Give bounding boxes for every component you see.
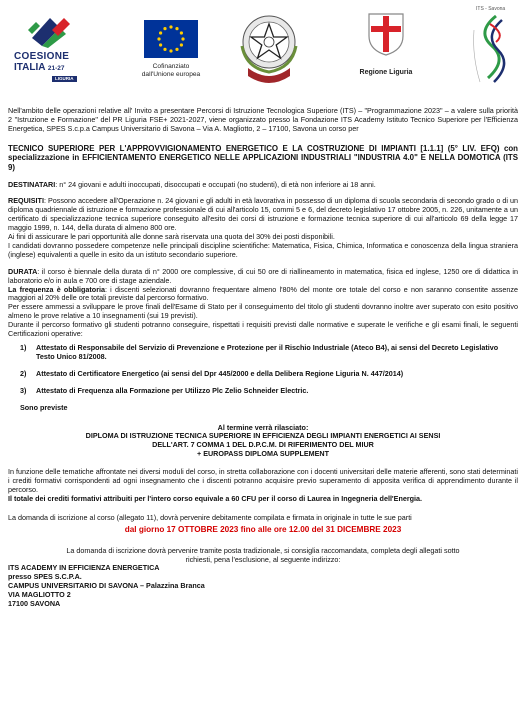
destinatari-label: DESTINATARI: [8, 179, 56, 189]
its-swirl-icon: [466, 12, 520, 86]
diploma-line3: + EUROPASS DIPLOMA SUPPLEMENT: [197, 449, 329, 459]
rilascio-heading: Al termine verrà rilasciato:: [217, 422, 309, 432]
list-item: [8, 387, 518, 396]
course-title: TECNICO SUPERIORE PER L'APPROVVIGIONAMENTO ENERGETICO E LA COSTRUZIONE DI IMPIANTI [1.1.1] (5° LIV. EFQ) con specializzazione in EFFICIENTAMENTO ENERGETICO NELLE APPLICAZIONI INDUSTRIALI "INDUSTRIA 4.0" E NELLA DOMOTICA (ITS 9): [8, 143, 518, 172]
postal-line1: La domanda di iscrizione dovrà pervenire tramite posta tradizionale, si consiglia raccomandata, completa degli allegati sotto: [66, 545, 460, 555]
domanda-paragraph: La domanda di iscrizione al corso (allegato 11), dovrà pervenire debitamente compilata e firmata in originale in tutte le sue parti: [8, 512, 412, 522]
certificazioni-intro: Durante il percorso formativo gli studenti potranno conseguire, rispettati i requisiti previsti dalle normative e superate le verifiche e gli esami finali, le seguenti Certificazioni operative:: [8, 320, 518, 339]
application-dates: dal giorno 17 OTTOBRE 2023 fino alle ore 12.00 del 31 DICEMBRE 2023: [124, 524, 402, 534]
liguria-shield-icon: [367, 12, 405, 56]
coesione-line1: COESIONE: [14, 50, 70, 62]
its-top-text: ITS - Savona: [476, 6, 506, 12]
eu-caption-line1: Cofinanziato: [152, 62, 190, 70]
eu-flag-icon: [144, 20, 198, 58]
logo-bar: [0, 0, 526, 96]
address-line: presso SPES S.C.P.A.: [8, 572, 82, 582]
list-item: [8, 344, 518, 362]
address-line: 17100 SAVONA: [8, 599, 61, 609]
durata-paragraph: [8, 268, 518, 286]
esame-paragraph: Per essere ammessi a sviluppare le prove finali dell'Esame di Stato per il conseguimento del titolo gli studenti dovranno inoltre aver superato con esito positivo almeno le prove relative a 10 insegnamenti (sui 19 previsti).: [8, 302, 518, 321]
diploma-line2: DELL'ART. 7 COMMA 1 DEL D.P.C.M. DI RIFERIMENTO DEL MIUR: [152, 440, 374, 450]
liguria-caption: Regione Liguria: [359, 68, 413, 76]
address-block: [8, 564, 518, 609]
address-line: ITS ACADEMY IN EFFICIENZA ENERGETICA: [8, 563, 160, 573]
destinatari-paragraph: [8, 181, 518, 190]
italian-republic-emblem-icon: [232, 6, 306, 86]
intro-paragraph: Nell'ambito delle operazioni relative all' Invito a presentare Percorsi di Istruzione Tecnologica Superiore (ITS) – "Programmazione 2023" – a valere sulla priorità 2 "Istruzione e Formazione" del PR Liguria FSE+ 2021-2027, viene organizzato presso la Fondazione ITS Academy Istituto Tecnico Superiore per l'Efficienza Energetica, SPES S.c.p.a Campus Universitario di Savona – Via A. Magliotto, 2 – 17100, Savona un corso per: [8, 106, 518, 133]
postal-line2: richiesti, pena l'esclusione, al seguente indirizzo:: [185, 554, 341, 564]
durata-label: DURATA: [8, 266, 38, 276]
coesione-line2: ITALIA: [14, 61, 46, 73]
competenze: I candidati dovranno possedere competenze nelle principali discipline scientifiche: Matematica, Fisica, Chimica, Informatica e conoscenza della lingua straniera (inglese) equivalenti a quelle in esito da un istituto secondario superiore.: [8, 240, 518, 259]
requisiti-text: : Possono accedere all'Operazione n. 24 giovani e gli adulti in età lavorativa in possesso di un diploma di scuola secondaria di secondo grado o di un diploma quadriennale di istruzione e formazione professionale di cui all'articolo 15, commi 5 e 6, del decreto legislativo 17 ottobre 2005, n. 226, unitamente a un certificato di specializzazione tecnica superiore conseguito all'esito dei corsi di istruzione e formazione tecnica superiore di cui all'articolo 69 della legge 17 maggio 1999, n. 144, della durata di almeno 800 ore.: [8, 196, 518, 233]
list-item-number: 2): [20, 368, 27, 378]
repubblica-italiana-emblem: [232, 6, 306, 86]
address-line: VIA MAGLIOTTO 2: [8, 590, 71, 600]
requisiti-paragraph: [8, 197, 518, 233]
pari-opportunita: Ai fini di assicurare le pari opportunità alle donne sarà riservata una quota del 30% dei posti disponibili.: [8, 232, 335, 242]
list-item-text: Attestato di Responsabile del Servizio di Prevenzione e Protezione per il Rischio Industriale (Ateco B4), ai sensi del Decreto Legislativo Testo Unico 81/2008.: [36, 343, 499, 361]
eu-cofinanced-logo: [126, 8, 216, 88]
its-savona-logo: [466, 6, 520, 92]
diploma-line1: DIPLOMA DI ISTRUZIONE TECNICA SUPERIORE IN EFFICIENZA DEGLI IMPIANTI ENERGETICI AI SENSI: [85, 431, 441, 441]
frequenza-label: La frequenza è obbligatoria: [8, 284, 105, 294]
address-line: CAMPUS UNIVERSITARIO DI SAVONA – Palazzina Branca: [8, 581, 205, 591]
sono-previste: Sono previste: [20, 402, 68, 412]
list-item: [8, 370, 518, 379]
durata-text: : il corso è biennale della durata di n° 2000 ore complessive, di cui 50 ore di riallineamento in matematica, fisica ed inglese, 1250 ore di didattica in laboratorio e/o in aula e 700 ore di stage aziendale.: [8, 266, 518, 285]
requisiti-label: REQUISITI: [8, 196, 44, 206]
coesione-region: LIGURIA: [52, 76, 77, 82]
list-item-text: Attestato di Frequenza alla Formazione per Utilizzo Plc Zelio Schneider Electric.: [36, 385, 309, 395]
notice-body: [8, 107, 518, 609]
crediti-total: Il totale dei crediti formativi attribuiti per l'intero corso equivale a 60 CFU per il corso di Laurea in Ingegneria dell'Energia.: [8, 493, 423, 503]
frequenza-text: : i discenti selezionati dovranno frequentare almeno l'80% del monte ore totale del corso e non saranno consentite assenze maggiori al 20% delle ore totali previste dal percorso formativo.: [8, 284, 518, 303]
list-item-number: 3): [20, 385, 27, 395]
coesione-italia-logo: [14, 8, 86, 86]
list-item-text: Attestato di Certificatore Energetico (ai sensi del Dpr 445/2000 e della Delibera Regione Liguria N. 447/2014): [36, 368, 404, 378]
destinatari-text: : n° 24 giovani e adulti inoccupati, disoccupati e occupati (no studenti), di età non inferiore ai 18 anni.: [55, 179, 376, 189]
eu-caption-line2: dall'Unione europea: [141, 70, 201, 78]
certifications-list: [8, 344, 518, 396]
crediti-paragraph: In funzione delle tematiche affrontate nei diversi moduli del corso, in stretta collaborazione con i docenti universitari delle materie afferenti, sono stati determinati i crediti formativi corrispondenti ad ogni insegnamento che i discenti potranno acquisire previo superamento di apposita verifica di apprendimento durante il percorso.: [8, 467, 518, 494]
regione-liguria-logo: [352, 12, 420, 82]
coesione-years: 21-27: [47, 64, 65, 72]
coesione-emblem-icon: [14, 8, 86, 48]
list-item-number: 1): [20, 343, 27, 352]
frequenza-paragraph: [8, 286, 518, 304]
